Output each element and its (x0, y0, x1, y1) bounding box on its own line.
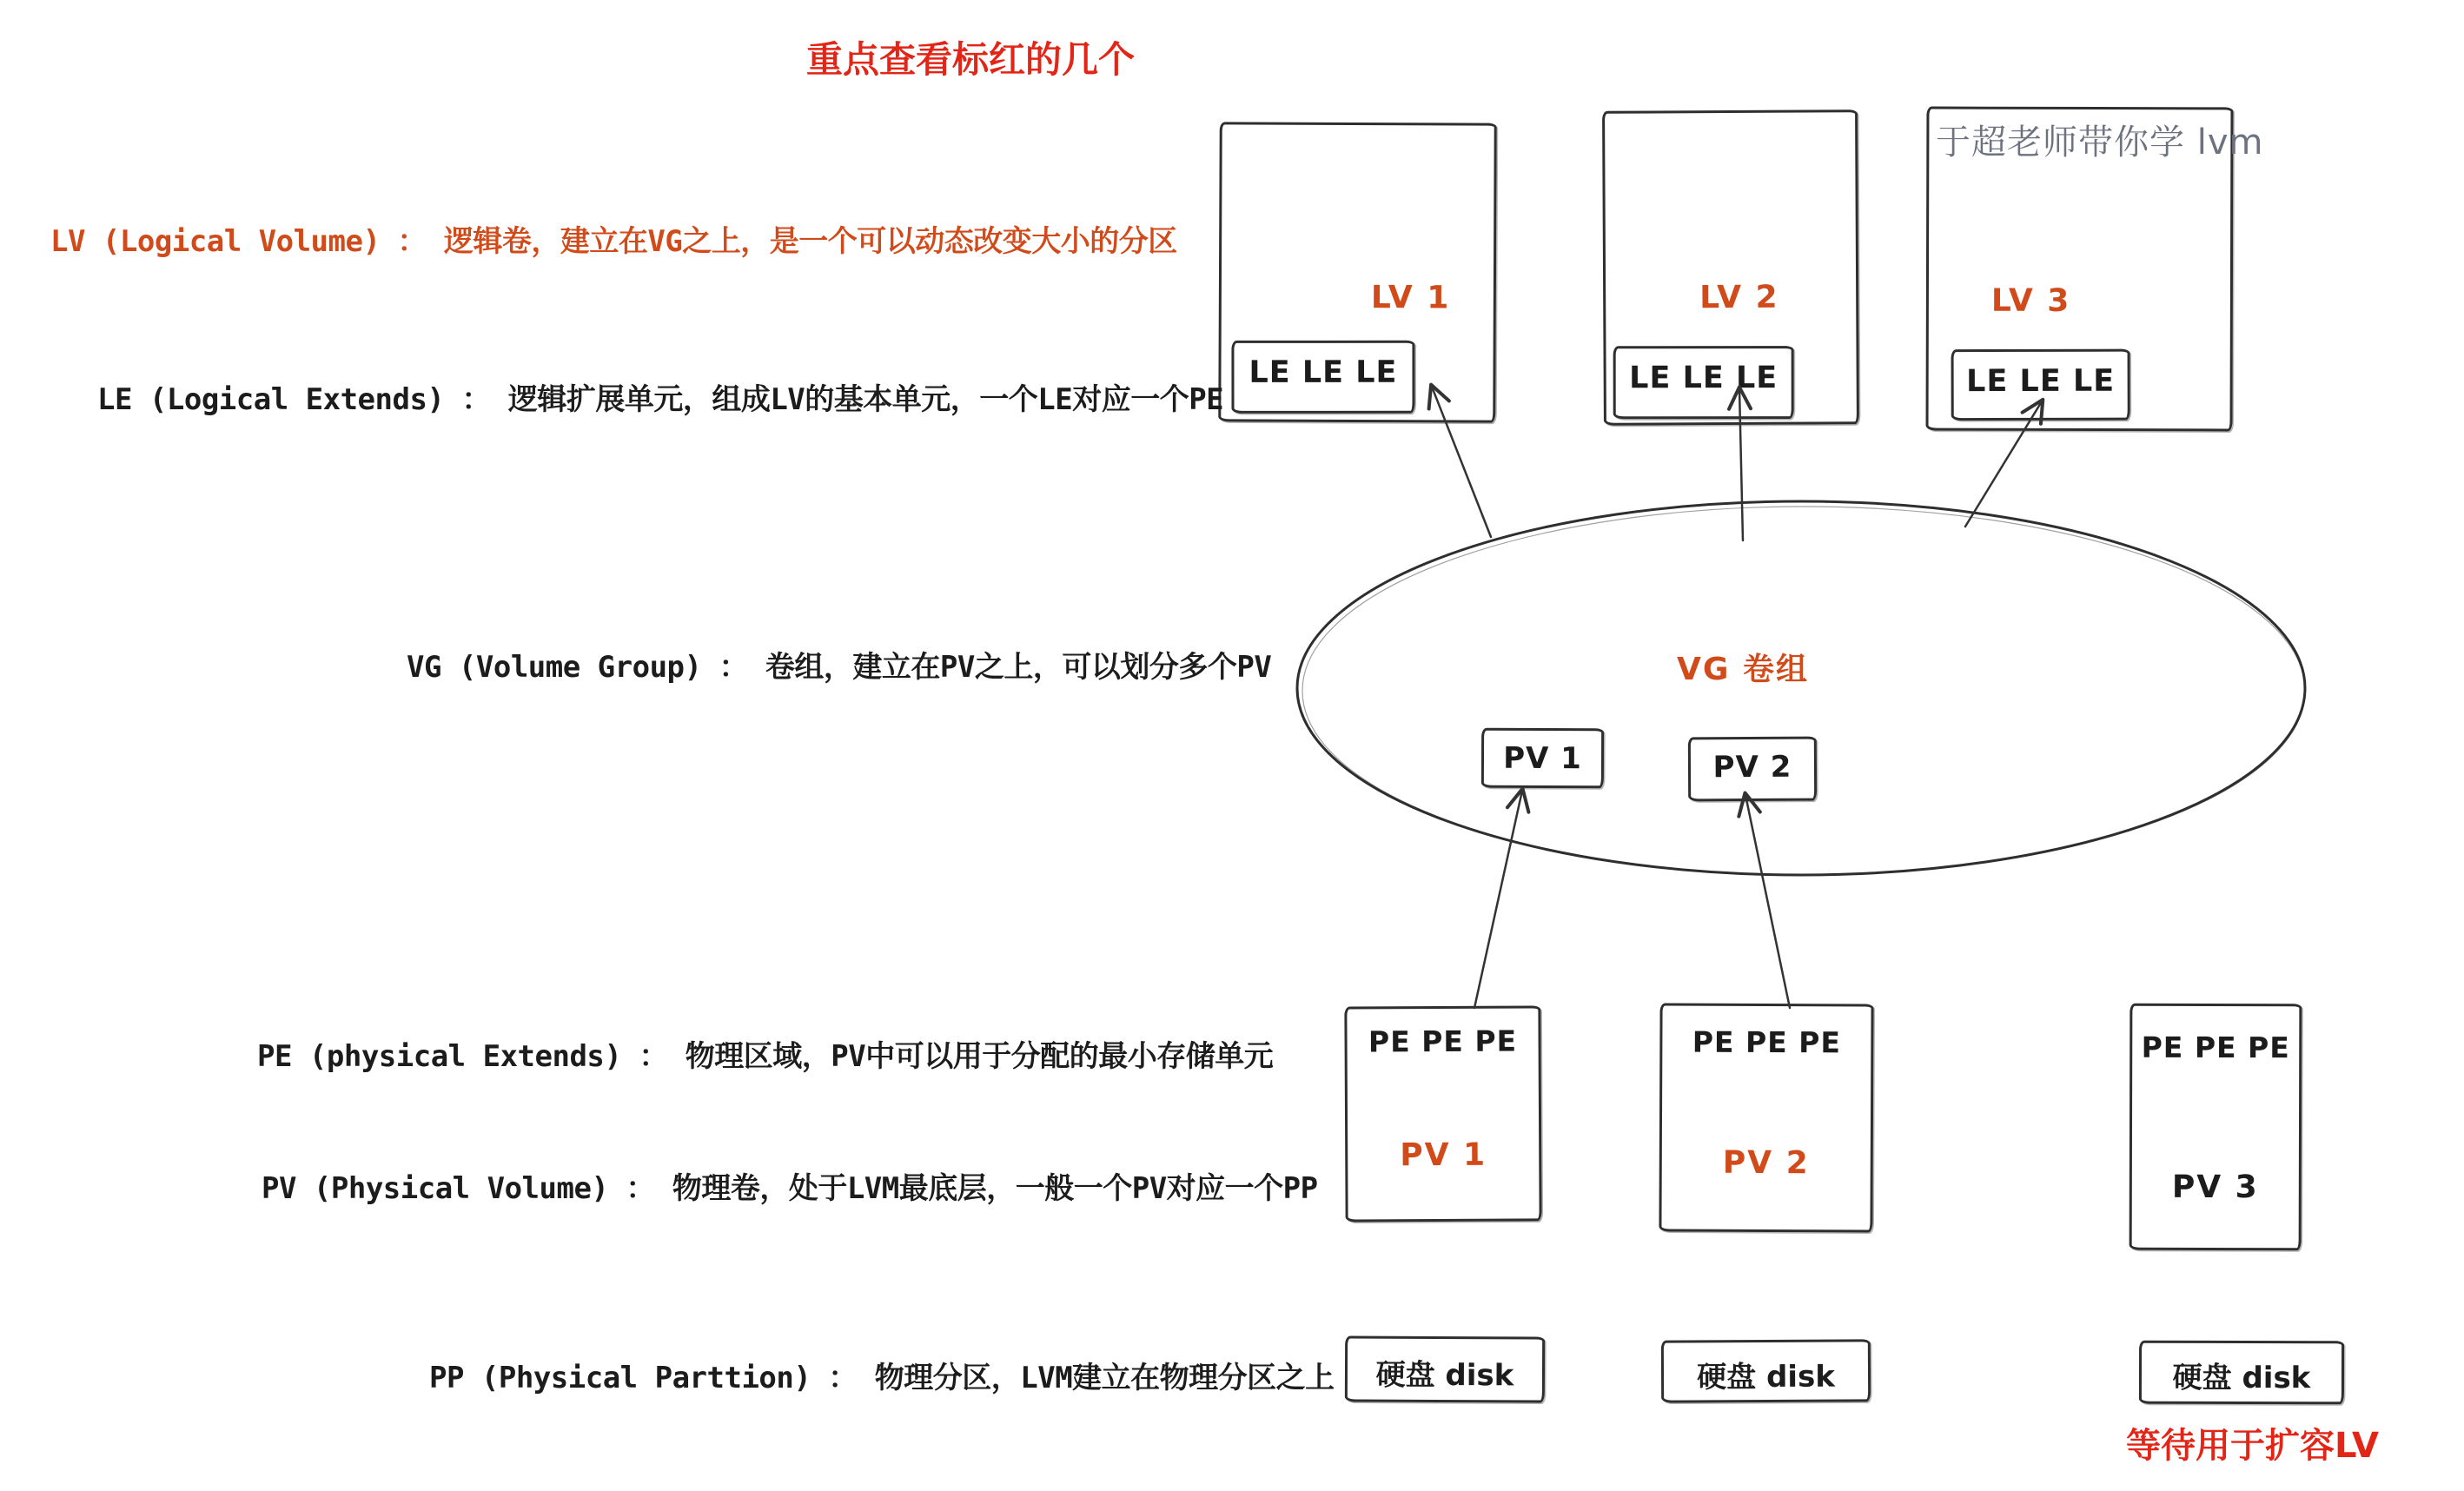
lv2-le-label: LE LE LE (1629, 361, 1778, 396)
lv2-le-box (1613, 346, 1794, 419)
pv2-pe-row: PE PE PE (1692, 1024, 1842, 1060)
pv3-box-label: PV 3 (2171, 1169, 2259, 1206)
lv2-label: LV 2 (1699, 279, 1779, 316)
lv1-le-box (1231, 341, 1414, 414)
vg-pv2-tag-label: PV 2 (1712, 749, 1792, 785)
pv1-pe-row: PE PE PE (1368, 1024, 1518, 1059)
definition-vg: VG (Volume Group) ： 卷组，建立在PV之上，可以划分多个PV (407, 650, 1272, 685)
lv2-box (1602, 109, 1859, 426)
vg-pv1-tag (1481, 728, 1604, 789)
pending-expand-note: 等待用于扩容LV (2126, 1426, 2379, 1466)
vg-pv1-tag-label: PV 1 (1503, 740, 1582, 777)
disk1-label: 硬盘 disk (1375, 1357, 1514, 1394)
pv3-pe-row: PE PE PE (2141, 1030, 2290, 1065)
definition-pv: PV (Physical Volume) ： 物理卷，处于LVM最底层，一般一个PV对应一个PP (262, 1171, 1318, 1206)
disk2-label: 硬盘 disk (1697, 1359, 1835, 1395)
pv3-box (2130, 1004, 2302, 1251)
pv1-box-label: PV 1 (1400, 1136, 1487, 1174)
arrow-pv1-to-vg (1474, 791, 1522, 1008)
pv2-box (1659, 1003, 1873, 1232)
definition-pe: PE (physical Extends) ： 物理区域，PV中可以用于分配的最小存储单元 (257, 1039, 1274, 1074)
lv3-label: LV 3 (1990, 282, 2071, 319)
pv2-box-label: PV 2 (1722, 1144, 1810, 1182)
pv1-box (1344, 1005, 1541, 1222)
vg-label: VG 卷组 (1677, 652, 1809, 687)
disk3-box (2139, 1341, 2344, 1405)
vg-pv2-tag (1688, 737, 1817, 802)
definition-lv: LV (Logical Volume) ： 逻辑卷，建立在VG之上，是一个可以动态改变大小的分区 (50, 224, 1177, 259)
lv3-le-label: LE LE LE (1966, 363, 2116, 400)
definition-le: LE (Logical Extends) ： 逻辑扩展单元，组成LV的基本单元，一个LE对应一个PE (97, 382, 1224, 417)
disk2-box (1661, 1339, 1871, 1402)
lv3-le-box (1951, 349, 2130, 421)
disk1-box (1345, 1335, 1545, 1402)
lv1-le-label: LE LE LE (1249, 355, 1398, 390)
lv1-box (1218, 122, 1497, 422)
watermark-text: 于超老师带你学 lvm (1936, 123, 2264, 162)
arrow-pv2-to-vg (1745, 795, 1790, 1008)
title-note: 重点查看标红的几个 (806, 38, 1136, 81)
disk3-label: 硬盘 disk (2172, 1360, 2311, 1396)
lv1-label: LV 1 (1370, 280, 1451, 316)
definition-pp: PP (Physical Parttion) ： 物理分区，LVM建立在物理分区之上 (429, 1361, 1335, 1395)
